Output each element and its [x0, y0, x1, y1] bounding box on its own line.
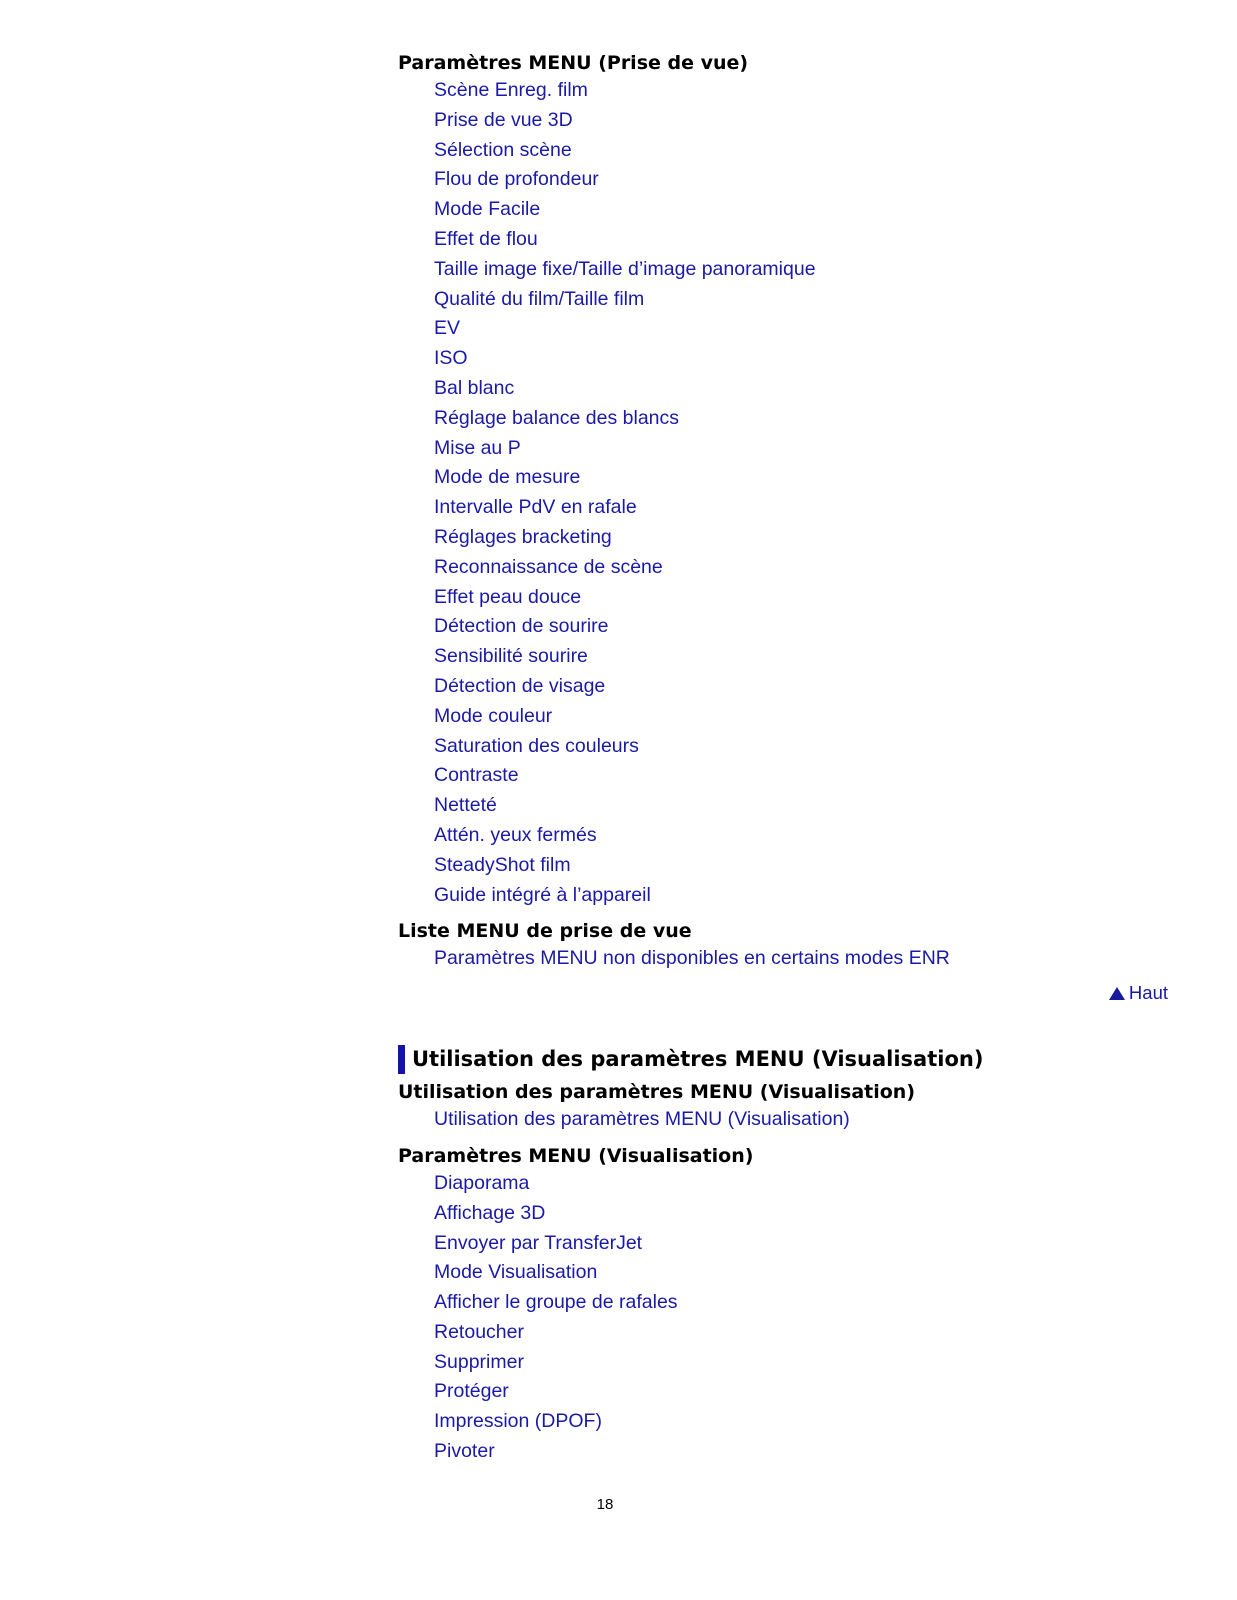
list-item	[434, 344, 1178, 374]
menu-item-link[interactable]: Impression (DPOF)	[434, 1410, 602, 1433]
menu-item-link[interactable]: Effet de flou	[434, 227, 538, 250]
link-list-visualisation	[398, 1169, 1178, 1467]
menu-item-link[interactable]: Détection de sourire	[434, 615, 609, 638]
menu-item-link[interactable]: Réglage balance des blancs	[434, 406, 680, 429]
menu-item-link[interactable]: Retoucher	[434, 1320, 524, 1343]
link-list-liste-menu	[398, 944, 1178, 974]
menu-item-link[interactable]: Mode de mesure	[434, 466, 581, 489]
list-item	[434, 1105, 1178, 1135]
list-item	[434, 1169, 1178, 1199]
page-number: 18	[596, 1496, 614, 1513]
menu-item-link[interactable]: Contraste	[434, 764, 519, 787]
list-item	[434, 732, 1178, 762]
menu-item-link[interactable]: Sensibilité sourire	[434, 645, 588, 668]
list-item	[434, 106, 1178, 136]
menu-item-link[interactable]: Prise de vue 3D	[434, 108, 573, 131]
menu-item-link[interactable]: Attén. yeux fermés	[434, 823, 597, 846]
list-item	[434, 881, 1178, 911]
menu-item-link[interactable]: Mode couleur	[434, 704, 553, 727]
list-item	[434, 1437, 1178, 1467]
menu-item-link[interactable]: Bal blanc	[434, 376, 515, 399]
list-item	[434, 463, 1178, 493]
menu-item-link[interactable]: Affichage 3D	[434, 1201, 546, 1224]
list-item	[434, 642, 1178, 672]
menu-item-link[interactable]: Mode Facile	[434, 198, 541, 221]
document-content	[398, 50, 1178, 1467]
menu-item-link[interactable]: Supprimer	[434, 1350, 524, 1373]
menu-item-link[interactable]: Réglages bracketing	[434, 525, 612, 548]
menu-item-link[interactable]: Sélection scène	[434, 138, 572, 161]
menu-item-link[interactable]: Saturation des couleurs	[434, 734, 639, 757]
menu-item-link[interactable]: Détection de visage	[434, 674, 606, 697]
menu-item-link[interactable]: Protéger	[434, 1380, 509, 1403]
list-item	[434, 612, 1178, 642]
subheading-utilisation: Utilisation des paramètres MENU (Visualisation)	[398, 1081, 916, 1104]
list-item	[434, 195, 1178, 225]
list-item	[434, 404, 1178, 434]
list-item	[434, 761, 1178, 791]
menu-item-link[interactable]: EV	[434, 317, 461, 340]
subheading-liste-menu: Liste MENU de prise de vue	[398, 920, 692, 943]
section-accent-bar	[398, 1045, 405, 1074]
list-item	[434, 76, 1178, 106]
menu-item-link[interactable]: Mode Visualisation	[434, 1261, 598, 1284]
menu-item-link[interactable]: Reconnaissance de scène	[434, 555, 663, 578]
list-item	[434, 285, 1178, 315]
list-item	[434, 1258, 1178, 1288]
list-item	[434, 255, 1178, 285]
menu-item-link[interactable]: ISO	[434, 347, 468, 370]
list-item	[434, 225, 1178, 255]
list-item	[434, 791, 1178, 821]
subheading-prise-de-vue-parametres: Paramètres MENU (Prise de vue)	[398, 52, 749, 74]
menu-item-link[interactable]: Scène Enreg. film	[434, 79, 588, 101]
list-item	[434, 1199, 1178, 1229]
menu-item-link[interactable]: Envoyer par TransferJet	[434, 1231, 643, 1254]
list-item	[434, 434, 1178, 464]
back-to-top-label: Haut	[1128, 982, 1168, 1004]
list-item	[434, 672, 1178, 702]
menu-item-link[interactable]: Taille image fixe/Taille d’image panoramique	[434, 257, 816, 280]
menu-item-link[interactable]: Guide intégré à l’appareil	[434, 883, 651, 906]
menu-item-link[interactable]: Afficher le groupe de rafales	[434, 1291, 678, 1314]
menu-item-link[interactable]: Paramètres MENU non disponibles en certains modes ENR	[434, 947, 950, 970]
menu-item-link[interactable]: Intervalle PdV en rafale	[434, 496, 637, 519]
subheading-visualisation-parametres: Paramètres MENU (Visualisation)	[398, 1144, 754, 1167]
menu-item-link[interactable]: SteadyShot film	[434, 853, 571, 876]
list-item	[434, 314, 1178, 344]
list-item	[434, 1348, 1178, 1378]
back-to-top-link[interactable]	[1109, 982, 1168, 1004]
menu-item-link[interactable]: Mise au P	[434, 436, 521, 459]
menu-item-link[interactable]: Netteté	[434, 794, 497, 817]
list-item	[434, 1407, 1178, 1437]
menu-item-link[interactable]: Effet peau douce	[434, 585, 582, 608]
menu-item-link[interactable]: Utilisation des paramètres MENU (Visualisation)	[434, 1108, 850, 1131]
list-item	[434, 553, 1178, 583]
menu-item-link[interactable]: Diaporama	[434, 1171, 530, 1194]
list-item	[434, 702, 1178, 732]
list-item	[434, 136, 1178, 166]
menu-item-link[interactable]: Pivoter	[434, 1440, 495, 1463]
list-item	[434, 851, 1178, 881]
list-item	[434, 493, 1178, 523]
list-item	[434, 374, 1178, 404]
list-item	[434, 1229, 1178, 1259]
list-item	[434, 583, 1178, 613]
link-list-prise-de-vue	[398, 76, 1178, 910]
list-item	[434, 1377, 1178, 1407]
list-item	[434, 1288, 1178, 1318]
menu-item-link[interactable]: Qualité du film/Taille film	[434, 287, 645, 310]
section-title: Utilisation des paramètres MENU (Visualisation)	[412, 1047, 984, 1072]
list-item	[434, 944, 1178, 974]
menu-item-link[interactable]: Flou de profondeur	[434, 168, 599, 191]
section-heading	[398, 1044, 1178, 1074]
list-item	[434, 1318, 1178, 1348]
link-list-utilisation	[398, 1105, 1178, 1135]
list-item	[434, 821, 1178, 851]
list-item	[434, 165, 1178, 195]
triangle-up-icon	[1109, 987, 1125, 1000]
list-item	[434, 523, 1178, 553]
top-link-row	[398, 974, 1178, 1004]
